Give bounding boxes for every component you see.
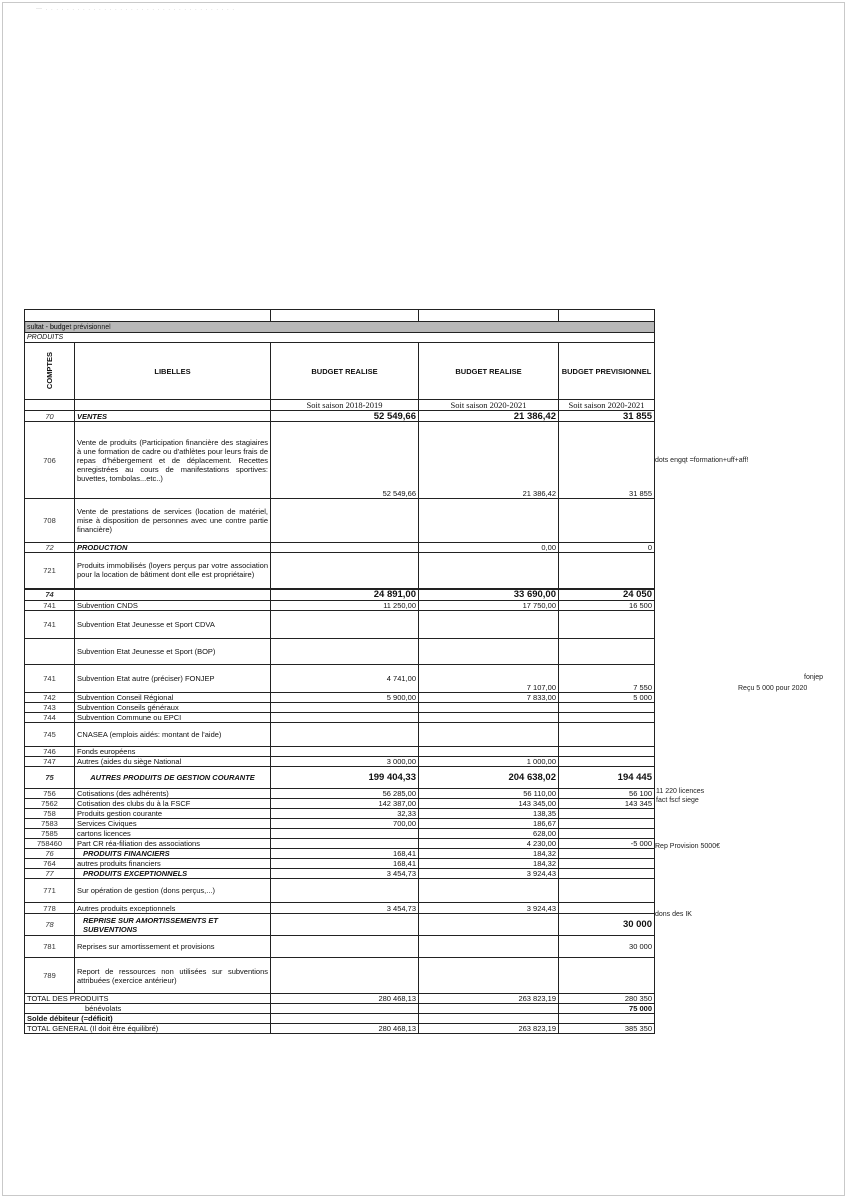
section-row: [25, 333, 655, 343]
note-706: dots engqt =formation+uff+aff!: [655, 457, 749, 464]
table-row: 758460 Part CR réa-filiation des associations 4 230,00 -5 000: [25, 839, 655, 849]
table-row: 742 Subvention Conseil Régional 5 900,00 7 833,00 5 000: [25, 693, 655, 703]
table-row: 70 VENTES 52 549,66 21 386,42 31 855: [25, 411, 655, 422]
table-row: 745 CNASEA (emplois aidés: montant de l'aide): [25, 723, 655, 747]
table-row: 708 Vente de prestations de services (location de matériel, mise à disposition de personnes avec une contre partie financière): [25, 499, 655, 543]
table-row: 744 Subvention Commune ou EPCI: [25, 713, 655, 723]
libelles-header: LIBELLES: [75, 343, 271, 400]
table-row: 74 24 891,00 33 690,00 24 050: [25, 589, 655, 601]
table-row: 78 REPRISE SUR AMORTISSEMENTS ET SUBVENTIONS 30 000: [25, 914, 655, 936]
table-row: 77 PRODUITS EXCEPTIONNELS 3 454,73 3 924,43: [25, 869, 655, 879]
note-778: dons des IK: [655, 911, 692, 918]
note-fonjep: fonjep: [804, 674, 824, 681]
budget-realise-1-header: BUDGET REALISE: [271, 343, 419, 400]
benevolats-row: bénévolats 75 000: [25, 1004, 655, 1014]
table-row: 7583 Services Civiques 700,00 186,67: [25, 819, 655, 829]
table-row: 721 Produits immobilisés (loyers perçus par votre association pour la location de bâtiment dont elle est propriétaire): [25, 553, 655, 589]
table-row: 7562 Cotisation des clubs du à la FSCF 142 387,00 143 345,00 143 345: [25, 799, 655, 809]
table-title-strip: [25, 322, 655, 333]
total-general-row: TOTAL GENERAL (Il doit être équilibré) 280 468,13 263 823,19 385 350: [25, 1024, 655, 1034]
budget-previsionnel-header: BUDGET PREVISIONNEL: [559, 343, 655, 400]
table-row: 781 Reprises sur amortissement et provisions 30 000: [25, 936, 655, 958]
table-row: 746 Fonds européens: [25, 747, 655, 757]
table-row: 706 Vente de produits (Participation financière des stagiaires à une formation de cadre ou d'athlètes pour leurs frais de repas d'hébergement et de déplacement. Recettes enregistrées au cours de manifestations sportives: buvettes, tombolas...etc..) 52 549,66 21 386,42 31 855: [25, 422, 655, 499]
comptes-header: COMPTES: [45, 352, 54, 390]
note-756: 11 220 licences: [656, 788, 705, 795]
season-b1: Soit saison 2018-2019: [271, 400, 419, 411]
table-top-row: [25, 310, 655, 322]
table-title: sultat - budget prévisionnel: [25, 322, 655, 333]
table-row: 758 Produits gestion courante 32,33 138,35: [25, 809, 655, 819]
season-b2: Soit saison 2020-2021: [419, 400, 559, 411]
budget-table: [24, 309, 655, 1034]
budget-realise-2-header: BUDGET REALISE: [419, 343, 559, 400]
header-row: [25, 343, 655, 400]
table-row: 747 Autres (aides du siège National 3 000,00 1 000,00: [25, 757, 655, 767]
table-row: 741 Subvention Etat autre (préciser) FONJEP 4 741,00 7 107,00 7 550: [25, 665, 655, 693]
season-b3: Soit saison 2020-2021: [559, 400, 655, 411]
table-row: 756 Cotisations (des adhérents) 56 285,00 56 110,00 56 100: [25, 789, 655, 799]
section-title: PRODUITS: [25, 333, 655, 343]
total-produits-row: TOTAL DES PRODUITS 280 468,13 263 823,19 280 350: [25, 994, 655, 1004]
table-row: 7585 cartons licences 628,00: [25, 829, 655, 839]
note-758460: Rep Provision 5000€: [655, 843, 720, 850]
table-row: 741 Subvention CNDS 11 250,00 17 750,00 16 500: [25, 601, 655, 611]
season-row: [25, 400, 655, 411]
table-row: 789 Report de ressources non utilisées sur subventions attribuées (exercice antérieur): [25, 958, 655, 994]
table-row: 743 Subvention Conseils généraux: [25, 703, 655, 713]
table-row: 76 PRODUITS FINANCIERS 168,41 184,32: [25, 849, 655, 859]
scan-header-strip: — . . . . . . . . . . . . . . . . . . . . . . . . . . . . . . . . . . . .: [36, 6, 236, 12]
note-7562: fact fscf siege: [656, 797, 699, 804]
table-row: 778 Autres produits exceptionnels 3 454,73 3 924,43: [25, 903, 655, 914]
table-row: 771 Sur opération de gestion (dons perçus,...): [25, 879, 655, 903]
table-row: 72 PRODUCTION 0,00 0: [25, 543, 655, 553]
table-row: 75 AUTRES PRODUITS DE GESTION COURANTE 199 404,33 204 638,02 194 445: [25, 767, 655, 789]
budget-table-container: [24, 309, 654, 1034]
table-row: Subvention Etat Jeunesse et Sport (BOP): [25, 639, 655, 665]
note-742: Reçu 5 000 pour 2020: [738, 685, 808, 692]
table-row: 764 autres produits financiers 168,41 184,32: [25, 859, 655, 869]
table-row: 741 Subvention Etat Jeunesse et Sport CDVA: [25, 611, 655, 639]
solde-row: Solde débiteur (=déficit): [25, 1014, 655, 1024]
